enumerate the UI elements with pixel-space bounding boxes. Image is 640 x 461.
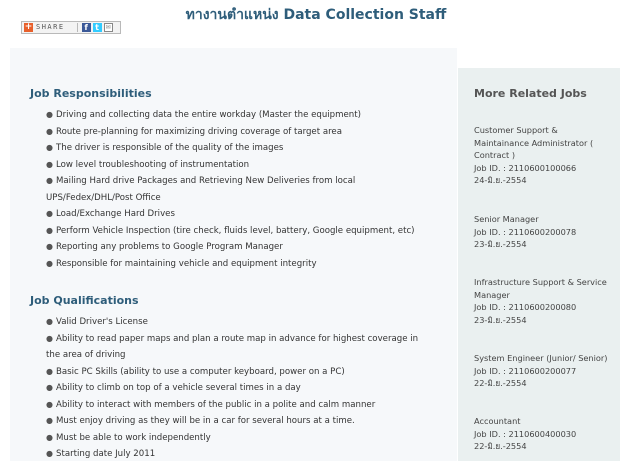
list-item: ● Must enjoy driving as they will be in a car for several hours at a time.	[46, 413, 446, 430]
related-job-id: Job ID. : 2110600200080	[474, 302, 577, 313]
related-job-item	[474, 352, 614, 390]
list-item: ● Driving and collecting data the entire workday (Master the equipment)	[46, 107, 446, 124]
bullet-icon: ●	[46, 399, 53, 409]
related-jobs-heading: More Related Jobs	[474, 87, 587, 100]
list-item: ● Must be able to work independently	[46, 430, 446, 447]
related-job-item	[474, 213, 614, 251]
responsibilities-heading: Job Responsibilities	[30, 87, 152, 100]
related-job-item	[474, 276, 614, 326]
bullet-icon: ●	[46, 416, 53, 425]
bullet-icon: ●	[46, 317, 53, 326]
bullet-icon: ●	[46, 225, 53, 235]
related-job-link[interactable]: Accountant	[474, 416, 521, 426]
related-job-link[interactable]: System Engineer (Junior/ Senior)	[474, 353, 608, 363]
bullet-icon: ●	[46, 366, 53, 376]
related-job-date: 22-มิ.ย.-2554	[474, 441, 527, 452]
bullet-icon: ●	[46, 159, 53, 169]
related-job-id: Job ID. : 2110600400030	[474, 428, 577, 439]
list-item-continuation: the area of driving	[46, 350, 126, 360]
related-job-link[interactable]: Infrastructure Support & Service Manager	[474, 277, 607, 300]
list-item: ● Ability to interact with members of the public in a polite and calm manner	[46, 397, 446, 414]
page-title: ทางานตำแหน่ง Data Collection Staff	[185, 7, 447, 23]
list-item: ● Mailing Hard drive Packages and Retrieving New Deliveries from local UPS/Fedex/DHL/Post Office	[46, 173, 446, 206]
qualifications-list	[46, 314, 446, 461]
related-job-date: 23-มิ.ย.-2554	[474, 239, 527, 250]
list-item: ● Valid Driver's License	[46, 314, 446, 331]
share-label: SHARE	[36, 23, 65, 31]
share-divider	[77, 23, 78, 32]
twitter-icon[interactable]: t	[93, 23, 102, 32]
list-item: ● Ability to read paper maps and plan a route map in advance for highest coverage in the area of driving	[46, 331, 446, 364]
addthis-plus-icon: +	[24, 22, 33, 32]
related-job-item	[474, 124, 614, 187]
bullet-icon: ●	[46, 383, 53, 392]
list-item: ● Starting date July 2011	[46, 446, 446, 461]
related-job-date: 22-มิ.ย.-2554	[474, 378, 527, 389]
bullet-icon: ●	[46, 432, 53, 442]
related-job-link[interactable]: Senior Manager	[474, 214, 539, 224]
bullet-icon: ●	[46, 449, 53, 458]
bullet-icon: ●	[46, 143, 53, 152]
responsibilities-list	[46, 107, 446, 272]
list-item: ● Basic PC Skills (ability to use a computer keyboard, power on a PC)	[46, 364, 446, 381]
related-job-date: 23-มิ.ย.-2554	[474, 314, 527, 325]
list-item-continuation: UPS/Fedex/DHL/Post Office	[46, 192, 161, 203]
qualifications-heading: Job Qualifications	[30, 294, 139, 307]
list-item: ● Responsible for maintaining vehicle and equipment integrity	[46, 256, 446, 273]
related-job-id: Job ID. : 2110600100066	[474, 162, 577, 173]
bullet-icon: ●	[46, 176, 53, 185]
list-item: ● The driver is responsible of the quality of the images	[46, 140, 446, 157]
related-job-id: Job ID. : 2110600200078	[474, 226, 577, 237]
bullet-icon: ●	[46, 209, 53, 218]
list-item: ● Perform Vehicle Inspection (tire check, fluids level, battery, Google equipment, etc)	[46, 223, 446, 240]
bullet-icon: ●	[46, 126, 53, 136]
list-item: ● Ability to climb on top of a vehicle several times in a day	[46, 380, 446, 397]
bullet-icon: ●	[46, 110, 53, 119]
bullet-icon: ●	[46, 242, 53, 251]
bullet-icon: ●	[46, 258, 53, 268]
list-item: ● Route pre-planning for maximizing driving coverage of target area	[46, 124, 446, 141]
list-item: ● Load/Exchange Hard Drives	[46, 206, 446, 223]
related-job-id: Job ID. : 2110600200077	[474, 365, 577, 376]
related-job-link[interactable]: Customer Support & Maintainance Administrator ( Contract )	[474, 125, 594, 161]
facebook-icon[interactable]: f	[82, 23, 91, 32]
list-item: ● Reporting any problems to Google Program Manager	[46, 239, 446, 256]
related-job-item	[474, 415, 614, 453]
bullet-icon: ●	[46, 333, 53, 343]
related-job-date: 24-มิ.ย.-2554	[474, 175, 527, 186]
share-button[interactable]	[21, 21, 121, 34]
email-icon[interactable]: ✉	[105, 24, 111, 31]
list-item: ● Low level troubleshooting of instrumentation	[46, 157, 446, 174]
